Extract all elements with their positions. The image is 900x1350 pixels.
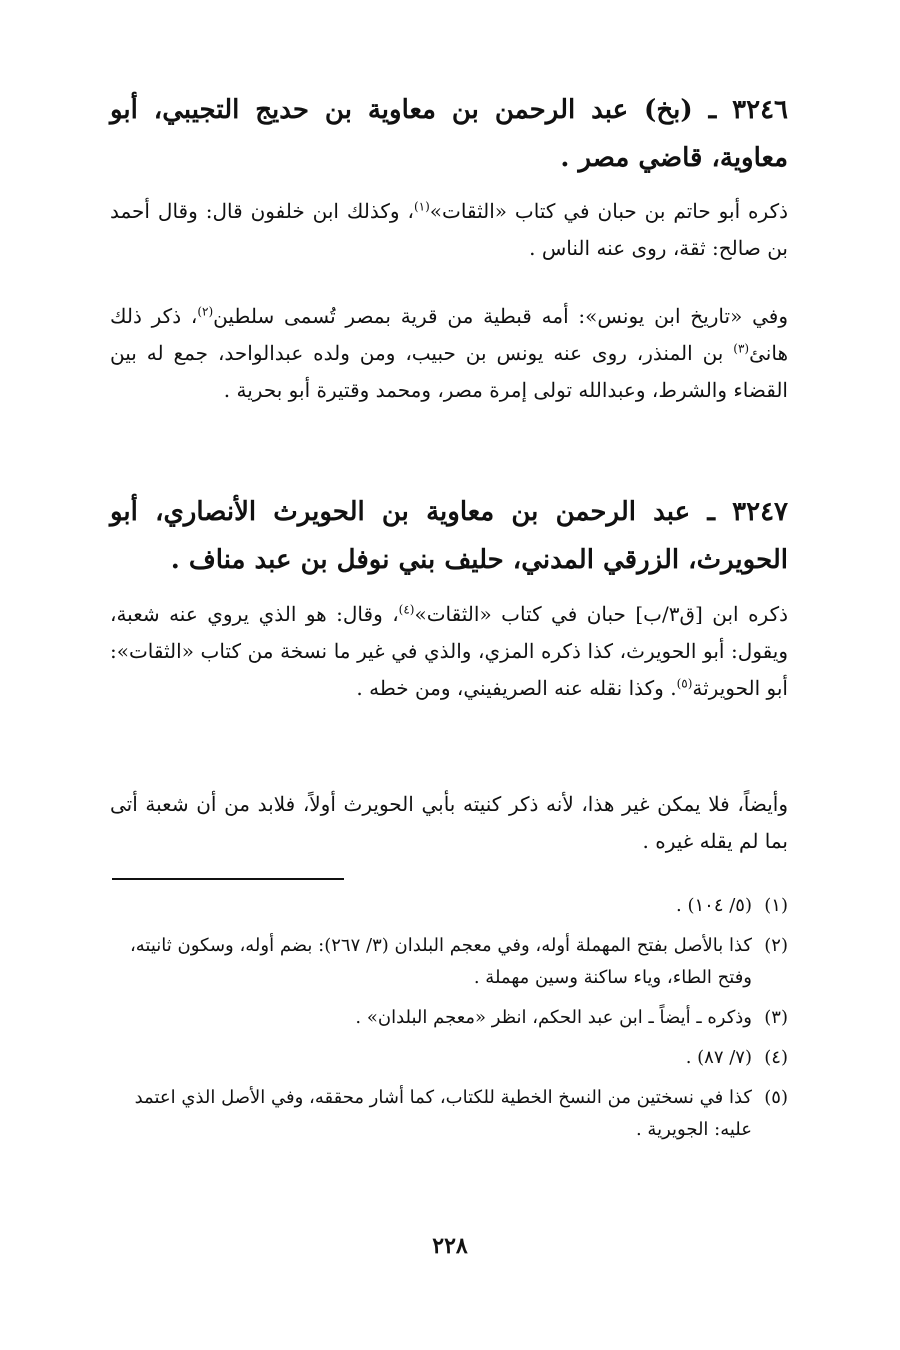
footnote-ref-4: (٤)	[398, 602, 415, 617]
footnote-text: (٧/ ٨٧) .	[685, 1047, 752, 1068]
entry-3246-p1-text-b: ، وكذلك ابن خلفون قال: وقال أحمد بن صالح: ثقة، روى عنه الناس .	[110, 199, 788, 260]
entry-3246-p1-text-a: ذكره أبو حاتم بن حبان في كتاب «الثقات»	[429, 199, 789, 223]
entry-3246-p2-text-c: بن المنذر، روى عنه يونس بن حبيب، ومن ولده عبدالواحد، جمع له بين القضاء والشرط، وعبدالله تولى إمرة مصر، ومحمد وقتيرة أبو بحرية .	[110, 341, 788, 402]
footnote-ref-3: (٣)	[733, 341, 750, 356]
entry-3247-p1-text-a: ذكره ابن [ق٣/ب] حبان في كتاب «الثقات»	[414, 602, 789, 626]
entry-3246-p2-text-b: ، ذكر ذلك هانئ	[110, 304, 788, 365]
footnote-text: كذا في نسختين من النسخ الخطية للكتاب، كما أشار محققه، وفي الأصل الذي اعتمد عليه: الجويرية .	[134, 1087, 752, 1140]
footnote-text: وذكره ـ أيضاً ـ ابن عبد الحكم، انظر «معجم البلدان» .	[355, 1007, 752, 1028]
footnote-text: كذا بالأصل بفتح المهملة أوله، وفي معجم البلدان (٣/ ٢٦٧): بضم أوله، وسكون ثانيته، وفتح الطاء، وياء ساكنة وسين مهملة .	[129, 935, 752, 988]
footnote-number: (٤)	[764, 1047, 788, 1068]
entry-3247-p1-text-c: . وكذا نقله عنه الصريفيني، ومن خطه .	[356, 676, 677, 700]
footnote-1	[98, 890, 788, 922]
footnote-3	[98, 1002, 788, 1034]
entry-3247-paragraph-2: وأيضاً، فلا يمكن غير هذا، لأنه ذكر كنيته بأبي الحويرث أولاً، فلابد من أن شعبة أتى بما لم يقله غيره .	[110, 792, 788, 853]
footnote-5	[98, 1082, 788, 1146]
entry-3246-paragraph-2	[110, 298, 788, 409]
entry-3247-paragraph-1	[110, 596, 788, 707]
footnote-text: (٥/ ١٠٤) .	[676, 895, 752, 916]
page-number: ٢٢٨	[432, 1233, 468, 1259]
footnote-number: (٥)	[764, 1087, 788, 1108]
entry-3247-p1-text-b: ، وقال: هو الذي يروي عنه شعبة، ويقول: أبو الحويرث، كذا ذكره المزي، والذي في غير ما نسخة من كتاب «الثقات»: أبو الحويرثة	[110, 602, 788, 700]
footnote-ref-2: (٢)	[197, 304, 214, 319]
footnote-number: (١)	[764, 895, 788, 916]
footnote-number: (٣)	[764, 1007, 788, 1028]
footnote-number: (٢)	[764, 935, 788, 956]
footnote-ref-1: (١)	[413, 199, 430, 214]
footnote-separator	[112, 878, 344, 880]
entry-3246-p2-text-a: وفي «تاريخ ابن يونس»: أمه قبطية من قرية بمصر تُسمى سلطين	[213, 304, 788, 328]
entry-3246-heading: ٣٢٤٦ ـ (بخ) عبد الرحمن بن معاوية بن حديج التجيبي، أبو معاوية، قاضي مصر .	[110, 95, 788, 173]
entry-3246-paragraph-1	[110, 193, 788, 267]
entry-3247-heading: ٣٢٤٧ ـ عبد الرحمن بن معاوية بن الحويرث الأنصاري، أبو الحويرث، الزرقي المدني، حليف بني نوفل بن عبد مناف .	[110, 497, 788, 575]
footnote-4	[98, 1042, 788, 1074]
footnote-ref-5: (٥)	[676, 676, 693, 691]
footnote-2	[98, 930, 788, 994]
footnotes	[98, 890, 788, 1154]
